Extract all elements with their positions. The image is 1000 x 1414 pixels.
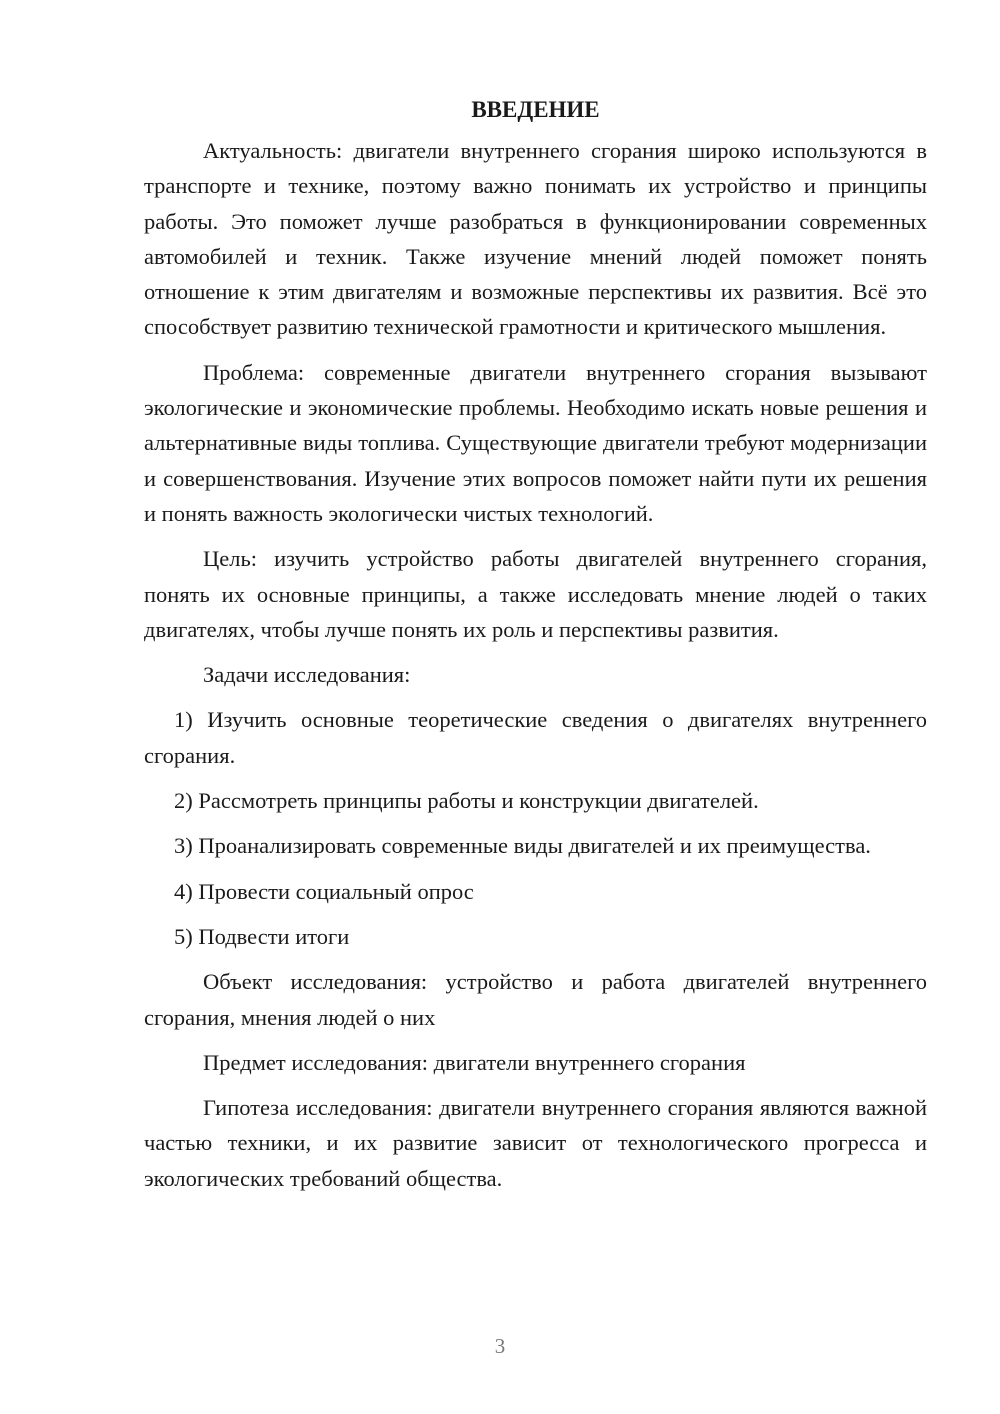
paragraph-subject: Предмет исследования: двигатели внутреннего сгорания <box>203 1049 746 1075</box>
paragraph-goal: Цель: изучить устройство работы двигателей внутреннего сгорания, понять их основные принципы, а также исследовать мнение людей о таких двигателях, чтобы лучше понять их роль и перспективы развития. <box>144 546 927 642</box>
list-item: 1) Изучить основные теоретические сведения о двигателях внутреннего сгорания. <box>144 707 927 768</box>
paragraph-problem: Проблема: современные двигатели внутреннего сгорания вызывают экологические и экономические проблемы. Необходимо искать новые решения и альтернативные виды топлива. Существующие двигатели требуют модернизации и совершенствования. Изучение этих вопросов поможет найти пути их решения и понять важность экологически чистых технологий. <box>144 359 927 526</box>
paragraph-relevance: Актуальность: двигатели внутреннего сгорания широко используются в транспорте и технике, поэтому важно понимать их устройство и принципы работы. Это поможет лучше разобраться в функционировании современных автомобилей и техник. Также изучение мнений людей поможет понять отношение к этим двигателям и возможные перспективы их развития. Всё это способствует развитию технической грамотности и критического мышления. <box>144 138 927 340</box>
paragraph-object: Объект исследования: устройство и работа двигателей внутреннего сгорания, мнения людей о них <box>144 969 927 1030</box>
list-item: 3) Проанализировать современные виды двигателей и их преимущества. <box>174 833 871 859</box>
list-item: 4) Провести социальный опрос <box>174 878 474 904</box>
list-item: 5) Подвести итоги <box>174 923 350 949</box>
tasks-list <box>144 702 927 954</box>
paragraph-hypothesis: Гипотеза исследования: двигатели внутреннего сгорания являются важной частью техники, и их развитие зависит от технологического прогресса и экологических требований общества. <box>144 1095 927 1191</box>
paragraph-tasks-heading: Задачи исследования: <box>203 662 411 688</box>
page-title: ВВЕДЕНИЕ <box>471 97 600 122</box>
list-item: 2) Рассмотреть принципы работы и конструкции двигателей. <box>174 788 759 814</box>
document-page <box>144 92 927 1206</box>
page-number: 3 <box>494 1334 506 1358</box>
